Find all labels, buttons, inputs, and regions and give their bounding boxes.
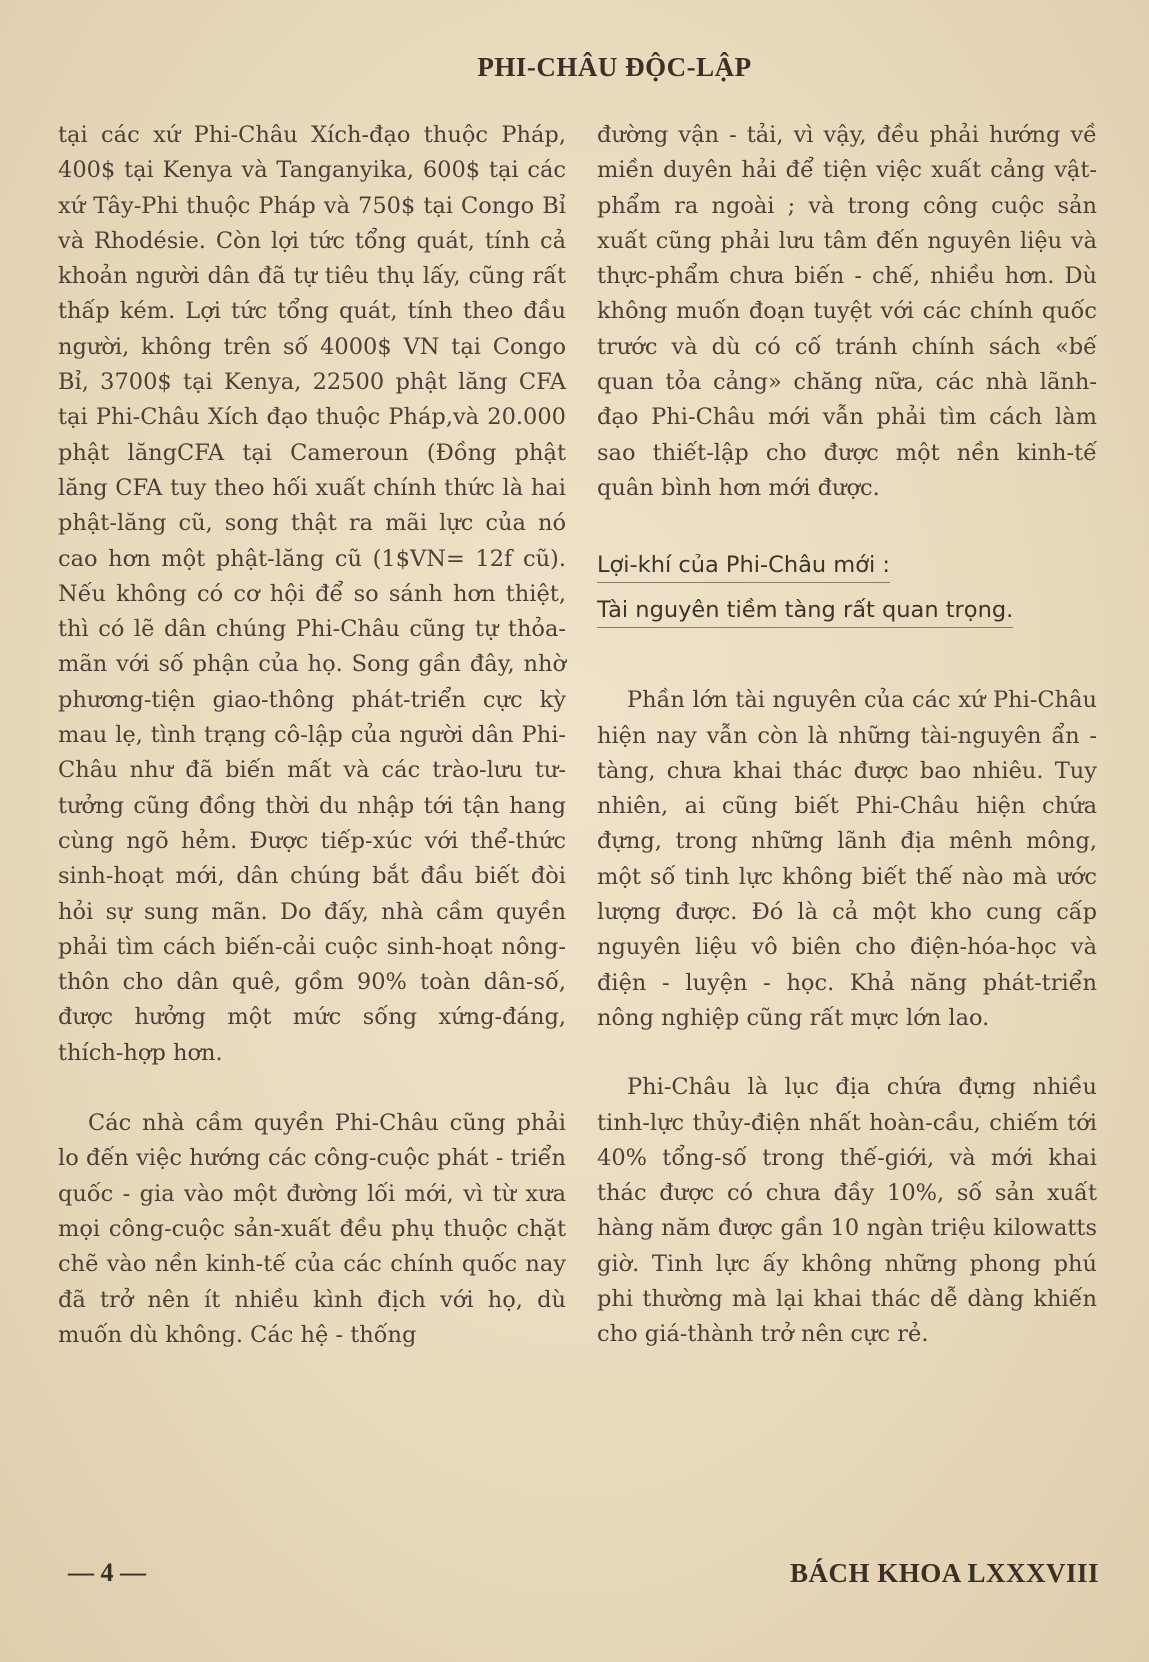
section-heading-line-1: [597, 548, 1097, 583]
left-column: [58, 118, 566, 1353]
section-heading: [597, 548, 1097, 628]
right-paragraph-1: đường vận - tải, vì vậy, đều phải hướng về miền duyên hải để tiện việc xuất cảng vật-phẩm ra ngoài ; và trong công cuộc sản xuất cũng phải lưu tâm đến nguyên liệu và thực-phẩm chưa biến - chế, nhiều hơn. Dù không muốn đoạn tuyệt với các chính quốc trước và dù có cố tránh chính sách «bế quan tỏa cảng» chăng nữa, các nhà lãnh-đạo Phi-Châu mới vẫn phải tìm cách làm sao thiết-lập cho được một nền kinh-tế quân bình hơn mới được.: [597, 122, 1097, 501]
section-heading-line-1-text: Lợi-khí của Phi-Châu mới :: [597, 552, 890, 583]
paragraph-gap: [597, 1036, 1097, 1070]
right-column: [597, 118, 1097, 1353]
right-paragraph-3: Phi-Châu là lục địa chứa đựng nhiều tinh-lực thủy-điện nhất hoàn-cầu, chiếm tới 40% tổng-số trong thế-giới, và mới khai thác được có chưa đầy 10%, số sản xuất hàng năm được gần 10 ngàn triệu kilowatts giờ. Tinh lực ấy không những phong phú phi thường mà lại khai thác dễ dàng khiến cho giá-thành trở nên cực rẻ.: [597, 1074, 1097, 1348]
section-heading-line-2-text: Tài nguyên tiềm tàng rất quan trọng.: [597, 597, 1013, 628]
section-heading-line-2: [597, 593, 1097, 628]
page-number: — 4 —: [68, 1558, 146, 1587]
left-paragraph-1: tại các xứ Phi-Châu Xích-đạo thuộc Pháp, 400$ tại Kenya và Tanganyika, 600$ tại các xứ Tây-Phi thuộc Pháp và 750$ tại Congo Bỉ và Rhodésie. Còn lợi tức tổng quát, tính cả khoản người dân đã tự tiêu thụ lấy, cũng rất thấp kém. Lợi tức tổng quát, tính theo đầu người, không trên số 4000$ VN tại Congo Bỉ, 3700$ tại Kenya, 22500 phật lăng CFA tại Phi-Châu Xích đạo thuộc Pháp,và 20.000 phật lăngCFA tại Cameroun (Đồng phật lăng CFA tuy theo hối xuất chính thức là hai phật-lăng cũ, song thật ra mãi lực của nó cao hơn một phật-lăng cũ (1$VN= 12f cũ). Nếu không có cơ hội để so sánh hơn thiệt, thì có lẽ dân chúng Phi-Châu cũng tự thỏa-mãn với số phận của họ. Song gần đây, nhờ phương-tiện giao-thông phát-triển cực kỳ mau lẹ, tình trạng cô-lập của người dân Phi-Châu như đã biến mất và các trào-lưu tư-tưởng cũng đồng thời du nhập tới tận hang cùng ngõ hẻm. Được tiếp-xúc với thể-thức sinh-hoạt mới, dân chúng bắt đầu biết đòi hỏi sự sung mãn. Do đấy, nhà cầm quyền phải tìm cách biến-cải cuộc sinh-hoạt nông-thôn cho dân quê, gồm 90% toàn dân-số, được hưởng một mức sống xứng-đáng, thích-hợp hơn.: [58, 122, 566, 1066]
running-title: PHI-CHÂU ĐỘC-LẬP: [477, 52, 752, 82]
right-paragraph-2: Phần lớn tài nguyên của các xứ Phi-Châu hiện nay vẫn còn là những tài-nguyên ẩn - tàng, chưa khai thác được bao nhiêu. Tuy nhiên, ai cũng biết Phi-Châu hiện chứa đựng, trong những lãnh địa mênh mông, một số tinh lực không biết thế nào mà ước lượng được. Đó là cả một kho cung cấp nguyên liệu vô biên cho điện-hóa-học và điện - luyện - học. Khả năng phát-triển nông nghiệp cũng rất mực lớn lao.: [597, 687, 1097, 1031]
paragraph-gap: [58, 1071, 566, 1106]
left-paragraph-2: Các nhà cầm quyền Phi-Châu cũng phải lo đến việc hướng các công-cuộc phát - triển quốc - gia vào một đường lối mới, vì từ xưa mọi công-cuộc sản-xuất đều phụ thuộc chặt chẽ vào nền kinh-tế của các chính quốc nay đã trở nên ít nhiều kình địch với họ, dù muốn dù không. Các hệ - thống: [58, 1110, 566, 1348]
publication-title: BÁCH KHOA LXXXVIII: [789, 1558, 1099, 1588]
